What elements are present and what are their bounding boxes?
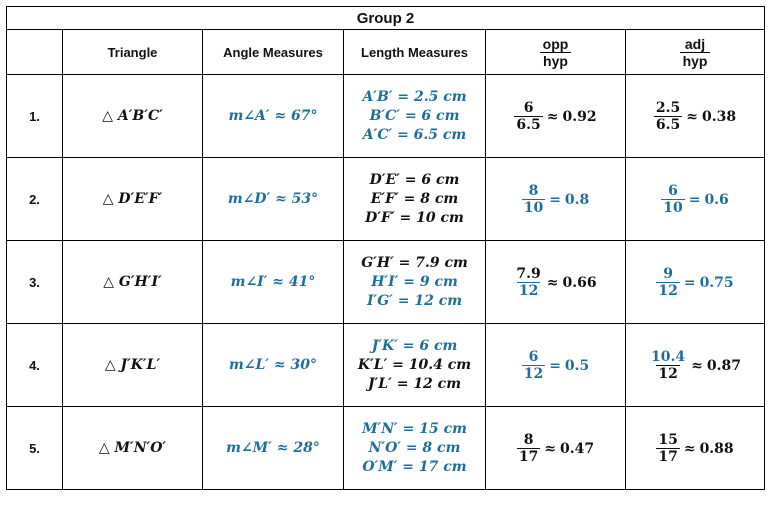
header-blank: [7, 30, 63, 75]
opp-fraction: [517, 432, 594, 465]
opp-frac: [514, 100, 542, 133]
length-measures: [344, 158, 486, 241]
length-measure: N′O′ = 8 cm: [368, 439, 461, 456]
opp-operator: ≈: [544, 440, 557, 457]
opp-frac: [517, 432, 540, 465]
adj-numerator: 2.5: [655, 100, 681, 116]
adj-frac: [661, 183, 684, 216]
angle-measure: m∠D′ ≈ 53°: [203, 158, 344, 241]
opp-value: 0.5: [564, 357, 590, 374]
opp-operator: ≈: [546, 274, 559, 291]
adj-fraction: [649, 349, 741, 382]
adj-numerator: 15: [658, 432, 678, 448]
adj-value: 0.38: [702, 108, 737, 125]
opp-fraction: [522, 349, 590, 382]
adj-hyp-ratio: [626, 241, 765, 324]
table-row: [7, 158, 765, 241]
length-lines: [362, 88, 466, 145]
triangle-name: △ D′E′F′: [63, 158, 203, 241]
adj-hyp-ratio: [626, 75, 765, 158]
adj-numerator: 9: [663, 266, 673, 282]
opp-denominator: 10: [523, 200, 544, 216]
header-triangle: Triangle: [63, 30, 203, 75]
opp-value: 0.92: [562, 108, 597, 125]
opp-denominator: 17: [518, 449, 539, 465]
length-lines: [362, 420, 467, 477]
length-measure: O′M′ = 17 cm: [362, 458, 467, 475]
opp-numerator: 8: [528, 183, 539, 199]
adj-frac: [649, 349, 687, 382]
header-hyp-label: hyp: [680, 52, 711, 69]
table-row: [7, 407, 765, 490]
length-measure: I′G′ = 12 cm: [366, 292, 463, 309]
adj-frac: [656, 432, 679, 465]
table-body: [7, 7, 765, 490]
header-row: [7, 30, 765, 75]
adj-operator: ≈: [691, 357, 703, 374]
opp-hyp-ratio: [486, 407, 626, 490]
group-table: [6, 6, 765, 490]
opp-numerator: 6: [523, 100, 534, 116]
header-adj-hyp: [626, 30, 765, 75]
adj-operator: ≈: [686, 108, 698, 125]
opp-value: 0.66: [562, 274, 597, 291]
adj-hyp-ratio: [626, 407, 765, 490]
length-measures: [344, 324, 486, 407]
triangle-name: △ M′N′O′: [63, 407, 203, 490]
length-measure: J′K′ = 6 cm: [371, 337, 458, 354]
length-lines: [361, 254, 468, 311]
opp-numerator: 6: [528, 349, 539, 365]
length-measure: A′B′ = 2.5 cm: [362, 88, 467, 105]
opp-hyp-ratio: [486, 241, 626, 324]
length-measure: A′C′ = 6.5 cm: [362, 126, 467, 143]
length-measures: [344, 407, 486, 490]
opp-denominator: 6.5: [516, 117, 541, 133]
adj-operator: =: [683, 274, 696, 291]
table-row: [7, 75, 765, 158]
opp-value: 0.47: [560, 440, 595, 457]
length-measure: J′L′ = 12 cm: [367, 375, 462, 392]
table-row: [7, 241, 765, 324]
length-lines: [365, 171, 464, 228]
angle-measure: m∠M′ ≈ 28°: [203, 407, 344, 490]
opp-frac: [522, 349, 545, 382]
opp-hyp-ratio: [486, 158, 626, 241]
row-number: 2.: [7, 158, 63, 241]
opp-operator: ≈: [546, 108, 559, 125]
angle-measure: m∠I′ ≈ 41°: [203, 241, 344, 324]
opp-numerator: 8: [523, 432, 534, 448]
opp-numerator: 7.9: [516, 266, 541, 282]
length-measure: D′F′ = 10 cm: [365, 209, 464, 226]
opp-operator: =: [549, 191, 561, 208]
adj-hyp-ratio: [626, 324, 765, 407]
adj-denominator: 6.5: [655, 117, 681, 133]
adj-hyp-ratio: [626, 158, 765, 241]
length-measure: B′C′ = 6 cm: [369, 107, 460, 124]
opp-fraction: [514, 100, 596, 133]
header-adj-label: adj: [684, 35, 706, 52]
opp-frac: [522, 183, 545, 216]
header-length-measures: Length Measures: [344, 30, 486, 75]
angle-measure: m∠A′ ≈ 67°: [203, 75, 344, 158]
header-hyp-label: hyp: [540, 52, 571, 69]
length-measure: D′E′ = 6 cm: [369, 171, 460, 188]
row-number: 5.: [7, 407, 63, 490]
adj-value: 0.75: [699, 274, 734, 291]
triangle-name: △ A′B′C′: [63, 75, 203, 158]
row-number: 3.: [7, 241, 63, 324]
adj-operator: =: [688, 191, 701, 208]
angle-measure: m∠L′ ≈ 30°: [203, 324, 344, 407]
opp-operator: =: [549, 357, 561, 374]
adj-denominator: 10: [663, 200, 683, 216]
length-measures: [344, 75, 486, 158]
adj-denominator: 17: [658, 449, 678, 465]
length-measure: M′N′ = 15 cm: [362, 420, 467, 437]
adj-value: 0.87: [706, 357, 741, 374]
opp-hyp-ratio: [486, 324, 626, 407]
adj-frac: [656, 266, 679, 299]
length-measure: G′H′ = 7.9 cm: [361, 254, 468, 271]
adj-frac: [654, 100, 682, 133]
adj-operator: ≈: [683, 440, 696, 457]
opp-fraction: [514, 266, 596, 299]
adj-numerator: 6: [668, 183, 678, 199]
adj-value: 0.88: [699, 440, 734, 457]
header-opp-label: opp: [542, 35, 569, 52]
opp-value: 0.8: [564, 191, 590, 208]
table-title: Group 2: [7, 7, 765, 30]
adj-fraction: [656, 432, 733, 465]
length-measure: E′F′ = 8 cm: [370, 190, 459, 207]
opp-denominator: 12: [518, 283, 539, 299]
opp-fraction: [522, 183, 590, 216]
opp-hyp-ratio: [486, 75, 626, 158]
header-angle-measures: Angle Measures: [203, 30, 344, 75]
triangle-name: △ J′K′L′: [63, 324, 203, 407]
adj-numerator: 10.4: [651, 349, 686, 365]
row-number: 4.: [7, 324, 63, 407]
adj-fraction: [656, 266, 733, 299]
adj-denominator: 12: [658, 283, 678, 299]
length-measure: H′I′ = 9 cm: [371, 273, 458, 290]
opp-frac: [514, 266, 542, 299]
length-lines: [358, 337, 471, 394]
length-measures: [344, 241, 486, 324]
header-opp-hyp: [486, 30, 626, 75]
adj-fraction: [654, 100, 736, 133]
adj-value: 0.6: [704, 191, 729, 208]
adj-denominator: 12: [658, 366, 678, 382]
triangle-name: △ G′H′I′: [63, 241, 203, 324]
length-measure: K′L′ = 10.4 cm: [357, 356, 472, 373]
table-row: [7, 324, 765, 407]
row-number: 1.: [7, 75, 63, 158]
opp-denominator: 12: [523, 366, 544, 382]
adj-fraction: [661, 183, 729, 216]
